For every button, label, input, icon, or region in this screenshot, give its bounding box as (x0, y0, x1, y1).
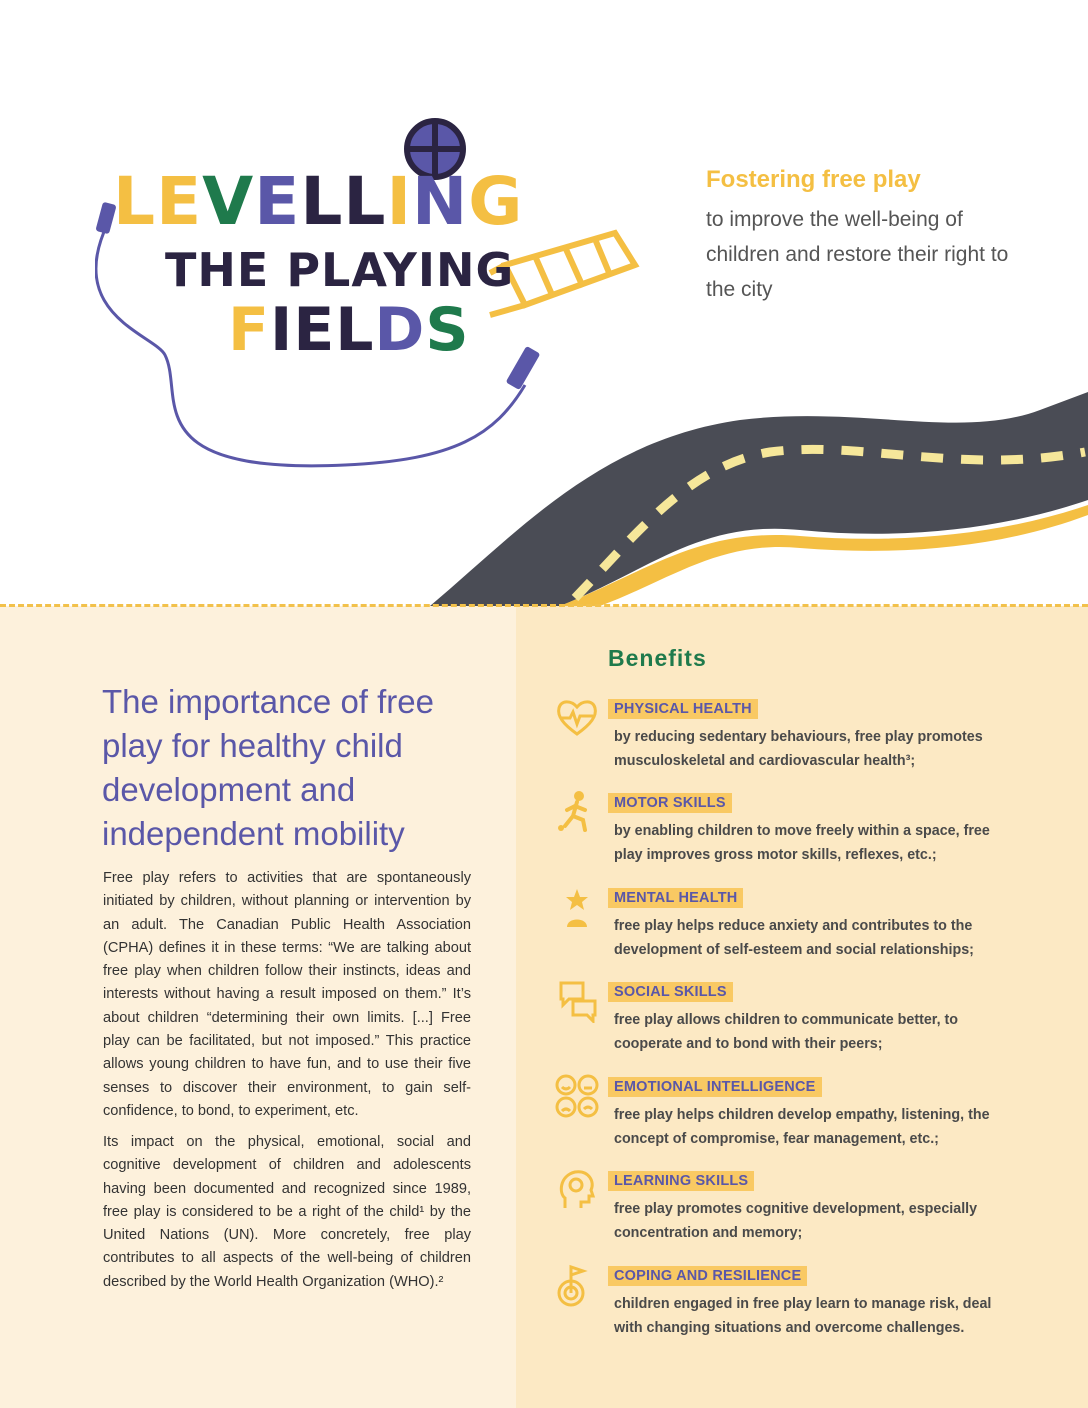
article-paragraph-1: Free play refers to activities that are spontaneously initiated by children, without planning or intervention by an adult. The Canadian Public Health Association (CPHA) defines it in these terms: “We are talking about free play when children follow their instincts, ideas and interests without having a result imposed on them.” It’s about children “determining their own limits. [...] Free play can be facilitated, but not imposed.” This practice allows young children to have fun, and to use their five senses to discover their environment, to gain self-confidence, to bond, to experiment, etc. (103, 870, 471, 1119)
heartbeat-icon (555, 696, 599, 740)
benefit-label: EMOTIONAL INTELLIGENCE (608, 1077, 822, 1097)
benefit-description: free play promotes cognitive development, especially concentration and memory; (614, 1201, 978, 1241)
tagline-text: to improve the well-being of children and restore their right to the city (706, 208, 1009, 301)
benefit-label: SOCIAL SKILLS (608, 982, 733, 1002)
benefit-label: PHYSICAL HEALTH (608, 699, 758, 719)
tagline-bold: Fostering free play (706, 166, 921, 193)
logo-line-3: FIELDS (228, 295, 470, 365)
article-title: The importance of free play for healthy child development and independent mobility (102, 683, 434, 852)
logo-line-2: THE PLAYING (165, 243, 515, 297)
speech-bubbles-icon (555, 979, 599, 1023)
benefit-label: MOTOR SKILLS (608, 793, 732, 813)
target-flag-icon (555, 1263, 599, 1307)
levelling-logo (95, 115, 655, 495)
benefit-label: MENTAL HEALTH (608, 888, 743, 908)
benefit-description: by enabling children to move freely within a space, free play improves gross motor skills, reflexes, etc.; (614, 823, 990, 863)
benefit-label: LEARNING SKILLS (608, 1171, 754, 1191)
benefit-description: by reducing sedentary behaviours, free play promotes musculoskeletal and cardiovascular health³; (614, 729, 983, 769)
article-paragraph-2: Its impact on the physical, emotional, social and cognitive development of children and adolescents having been documented and recognized since 1989, free play is considered to be a right of the child¹ by the United Nations (UN). More concretely, free play contributes to all aspects of the well-being of children described by the World Health Organization (WHO).² (103, 1134, 471, 1290)
benefit-description: free play allows children to communicate better, to cooperate and to bond with their peers; (614, 1012, 959, 1052)
benefit-label: COPING AND RESILIENCE (608, 1266, 807, 1286)
logo-line-1: LEVELLING (113, 163, 524, 240)
benefit-description: free play helps children develop empathy, listening, the concept of compromise, fear management, etc.; (614, 1107, 990, 1147)
benefit-description: children engaged in free play learn to manage risk, deal with changing situations and overcome challenges. (614, 1296, 992, 1336)
brain-head-icon (555, 1168, 599, 1212)
running-child-icon (555, 790, 599, 834)
person-star-icon (555, 885, 599, 929)
benefit-description: free play helps reduce anxiety and contributes to the development of self-esteem and social relationships; (614, 918, 974, 958)
section-divider (0, 604, 1088, 607)
benefits-title: Benefits (608, 645, 707, 671)
emotion-faces-icon (555, 1074, 599, 1118)
